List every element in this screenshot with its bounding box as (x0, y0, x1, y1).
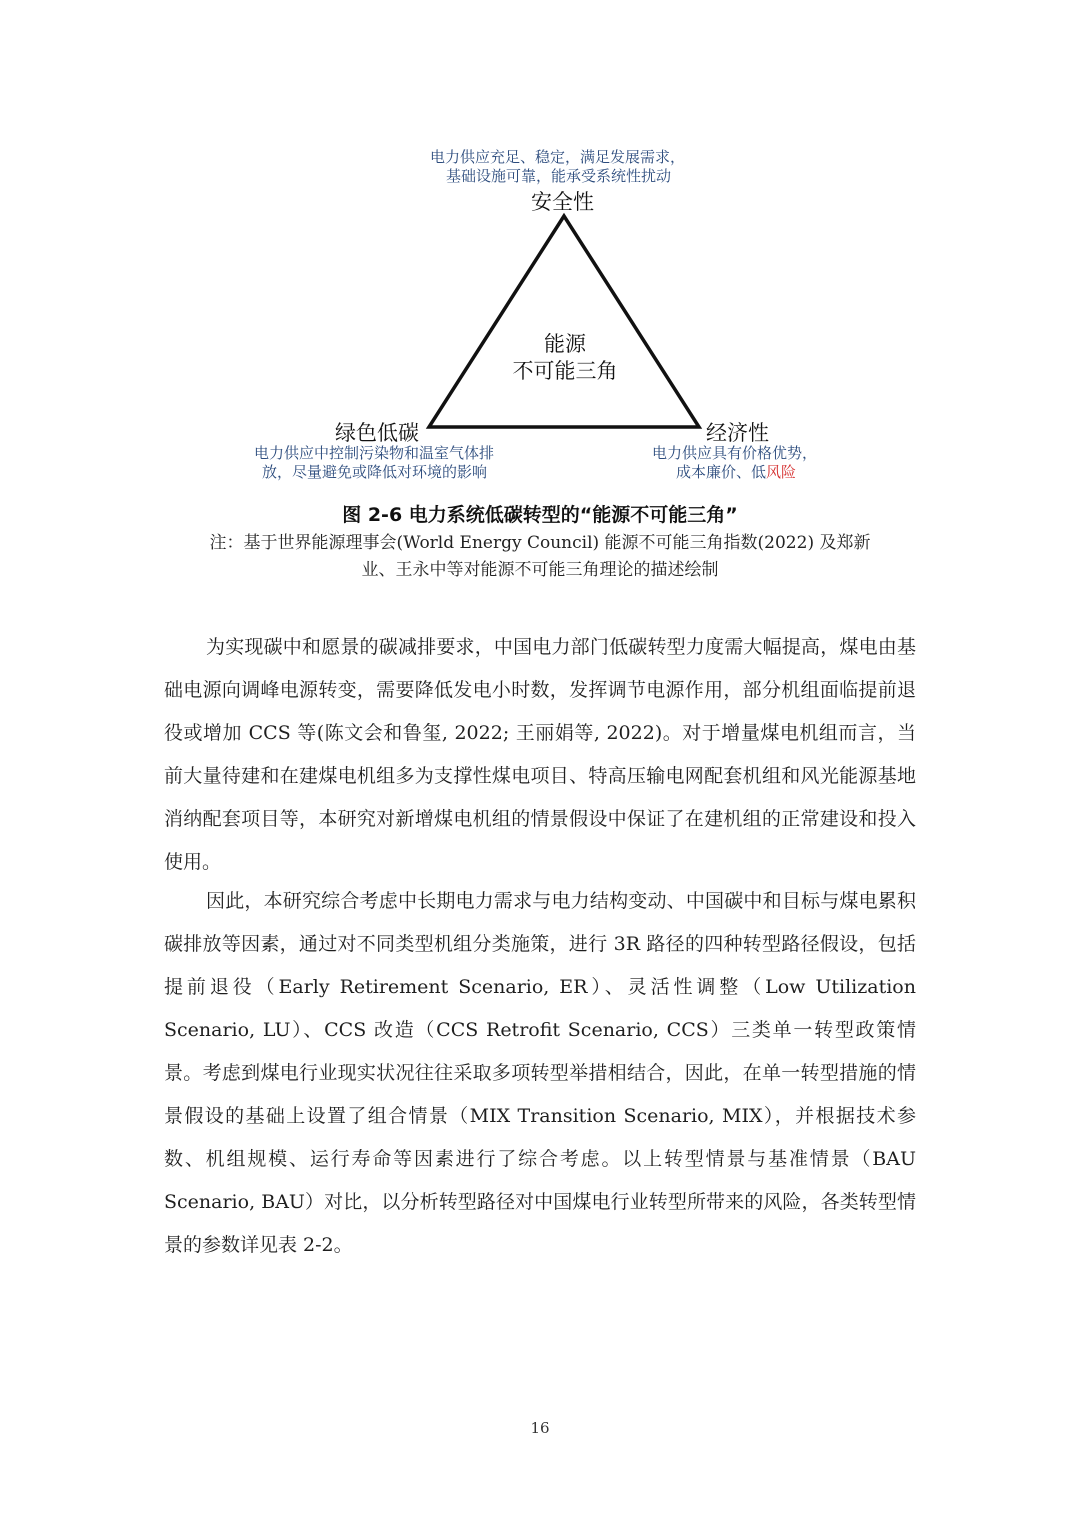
body-paragraph-2: 因此，本研究综合考虑中长期电力需求与电力结构变动、中国碳中和目标与煤电累积碳排放等因素，通过对不同类型机组分类施策，进行 3R 路径的四种转型路径假设，包括提前退役（Early Retirement Scenario, ER）、灵活性调整（Low Utilization Scenario, LU）、CCS 改造（CCS Retrofit Scenario, CCS）三类单一转型政策情景。考虑到煤电行业现实状况往往采取多项转型举措相结合，因此，在单一转型措施的情景假设的基础上设置了组合情景（MIX Transition Scenario, MIX），并根据技术参数、机组规模、运行寿命等因素进行了综合考虑。以上转型情景与基准情景（BAU Scenario, BAU）对比，以分析转型路径对中国煤电行业转型所带来的风险，各类转型情景的参数详见表 2-2。 (164, 890, 916, 1256)
left-description-line-1: 电力供应中控制污染物和温室气体排 (254, 444, 495, 462)
vertex-label-green-low-carbon: 绿色低碳 (335, 421, 419, 445)
right-description-line-1: 电力供应具有价格优势， (652, 444, 818, 462)
body-paragraph-1: 为实现碳中和愿景的碳减排要求，中国电力部门低碳转型力度需大幅提高，煤电由基础电源向调峰电源转变，需要降低发电小时数，发挥调节电源作用，部分机组面临提前退役或增加 CCS 等(陈文会和鲁玺, 2022; 王丽娟等, 2022)。对于增量煤电机组而言，当前大量待建和在建煤电机组多为支撑性煤电项目、特高压输电网配套机组和风光能源基地消纳配套项目等，本研究对新增煤电机组的情景假设中保证了在建机组的正常建设和投入使用。 (164, 636, 916, 873)
top-description-line-1: 电力供应充足、稳定，满足发展需求， (430, 148, 686, 166)
vertex-label-economy: 经济性 (706, 421, 769, 445)
page-number: 16 (530, 1419, 550, 1437)
trilemma-triangle (420, 208, 710, 433)
right-description-text: 成本廉价、低 (676, 463, 767, 481)
figure-caption: 图 2-6 电力系统低碳转型的“能源不可能三角” (342, 504, 738, 526)
center-label-line-2: 不可能三角 (512, 359, 618, 383)
top-description-line-2: 基础设施可靠，能承受系统性扰动 (446, 167, 672, 185)
left-description-line-2: 放，尽量避免或降低对环境的影响 (262, 463, 488, 481)
right-description-line-2 (676, 462, 796, 482)
center-label-line-1: 能源 (544, 332, 586, 356)
triangle-outline (429, 216, 699, 427)
figure-note-line-2: 业、王永中等对能源不可能三角理论的描述绘制 (361, 560, 719, 580)
vertex-label-security: 安全性 (531, 190, 594, 214)
figure-note-line-1: 注：基于世界能源理事会(World Energy Council) 能源不可能三角指数(2022) 及郑新 (209, 533, 871, 553)
triangle-center-label (495, 331, 635, 385)
risk-highlight-text: 风险 (766, 463, 797, 481)
